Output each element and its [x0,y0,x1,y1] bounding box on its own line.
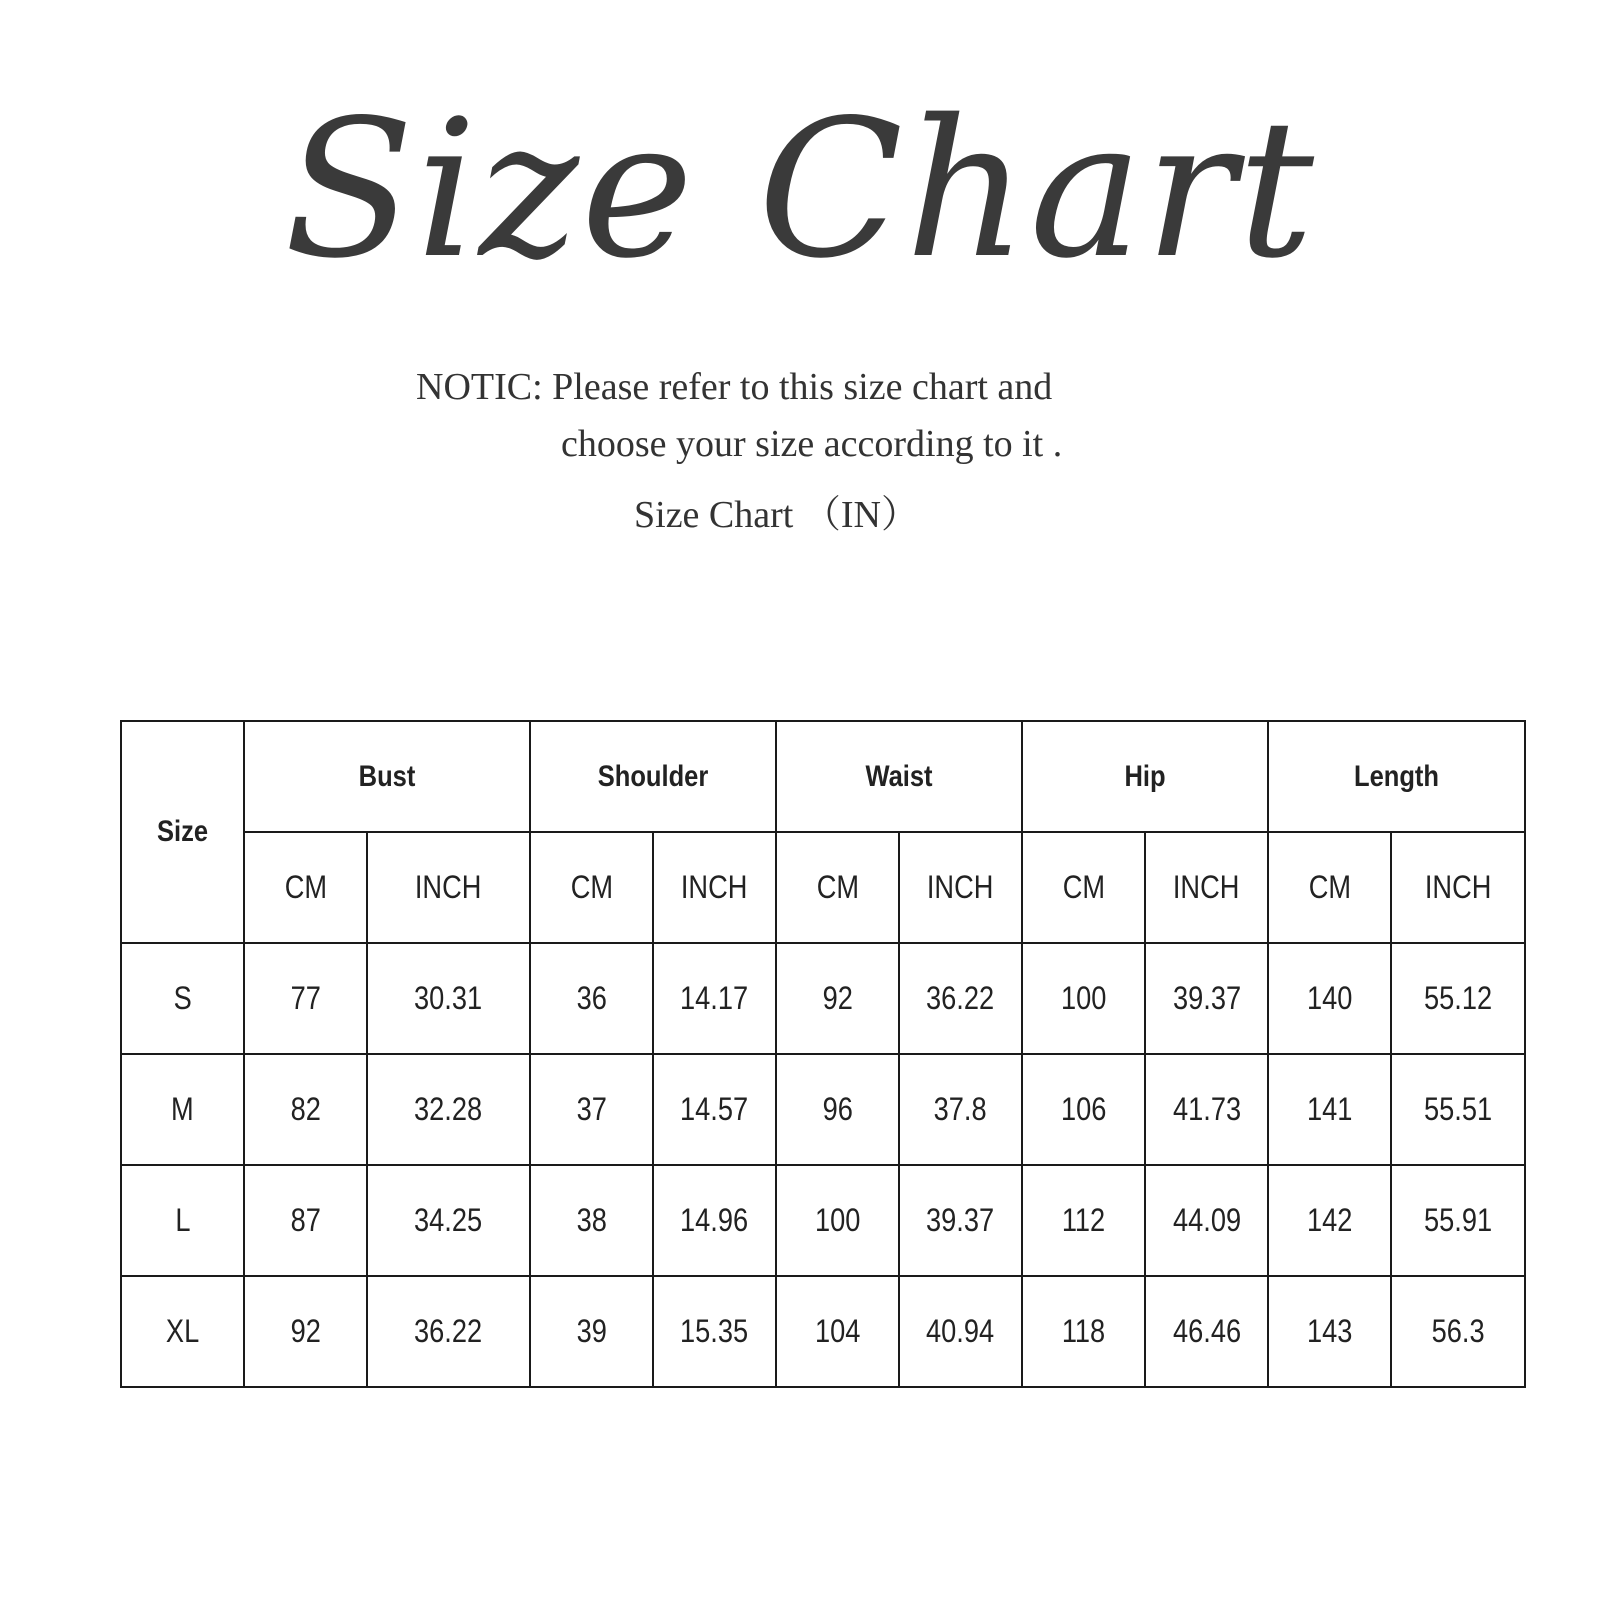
table-cell: 39.37 [1145,943,1268,1054]
length-header: Length [1287,721,1505,832]
table-cell: 46.46 [1145,1276,1268,1387]
unit-header: CM [530,832,653,943]
table-cell: 39.37 [899,1165,1022,1276]
table-cell: 30.31 [367,943,530,1054]
unit-header: INCH [1391,832,1525,943]
table-row [121,943,1525,1054]
table-cell: L [121,1165,244,1276]
table-cell: 34.25 [367,1165,530,1276]
table-cell: 141 [1268,1054,1391,1165]
table-cell: 142 [1268,1165,1391,1276]
table-cell: 39 [530,1276,653,1387]
notice-line-2: choose your size according to it . [561,423,1063,465]
size-column-header: Size [130,721,235,943]
waist-header: Waist [794,721,1003,832]
table-cell: 92 [776,943,899,1054]
unit-header: CM [1268,832,1391,943]
table-header-row [121,721,1525,832]
unit-header: CM [244,832,367,943]
table-cell: 14.96 [653,1165,776,1276]
unit-header: INCH [1145,832,1268,943]
table-row [121,1165,1525,1276]
table-cell: 56.3 [1391,1276,1525,1387]
table-cell: 92 [244,1276,367,1387]
page-title: Size Chart [283,79,1317,300]
table-cell: 118 [1022,1276,1145,1387]
table-cell: 140 [1268,943,1391,1054]
table-cell: 82 [244,1054,367,1165]
table-cell: 32.28 [367,1054,530,1165]
table-cell: 77 [244,943,367,1054]
table-unit-row [121,832,1525,943]
notice-line-3: Size Chart （IN） [634,494,919,536]
table-cell: XL [121,1276,244,1387]
table-cell: M [121,1054,244,1165]
unit-header: INCH [899,832,1022,943]
table-row [121,1276,1525,1387]
table-cell: 96 [776,1054,899,1165]
table-cell: 37 [530,1054,653,1165]
table-cell: 15.35 [653,1276,776,1387]
table-cell: 36 [530,943,653,1054]
unit-header: CM [776,832,899,943]
table-cell: 14.57 [653,1054,776,1165]
table-cell: 100 [776,1165,899,1276]
table-cell: 104 [776,1276,899,1387]
table-cell: 38 [530,1165,653,1276]
table-cell: 14.17 [653,943,776,1054]
unit-header: CM [1022,832,1145,943]
table-cell: 37.8 [899,1054,1022,1165]
table-cell: 100 [1022,943,1145,1054]
table-cell: 36.22 [899,943,1022,1054]
table-cell: S [121,943,244,1054]
table-cell: 36.22 [367,1276,530,1387]
table-cell: 55.91 [1391,1165,1525,1276]
table-cell: 40.94 [899,1276,1022,1387]
table-cell: 55.12 [1391,943,1525,1054]
unit-header: INCH [653,832,776,943]
table-cell: 55.51 [1391,1054,1525,1165]
table-cell: 44.09 [1145,1165,1268,1276]
table-cell: 143 [1268,1276,1391,1387]
hip-header: Hip [1040,721,1249,832]
table-cell: 87 [244,1165,367,1276]
table-row [121,1054,1525,1165]
notice-line-1: NOTIC: Please refer to this size chart and [416,366,1053,408]
table-cell: 41.73 [1145,1054,1268,1165]
size-table [120,720,1526,1388]
table-cell: 112 [1022,1165,1145,1276]
shoulder-header: Shoulder [548,721,757,832]
table-cell: 106 [1022,1054,1145,1165]
bust-header: Bust [265,721,508,832]
unit-header: INCH [367,832,530,943]
